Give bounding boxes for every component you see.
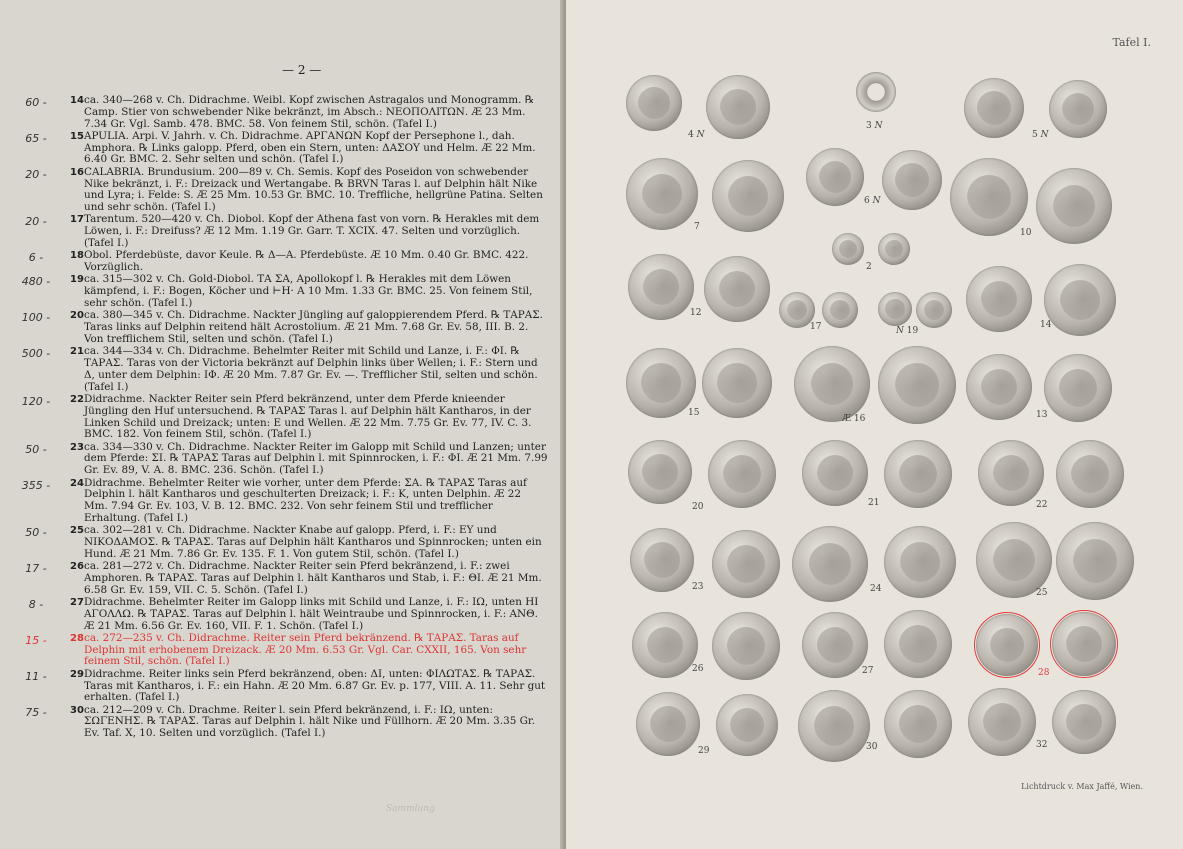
- lot-number: 16: [70, 166, 84, 178]
- coin-photo: [636, 692, 700, 756]
- coin-photo: [712, 160, 784, 232]
- coin-photo: [1036, 168, 1112, 244]
- catalog-entry: [0, 597, 560, 632]
- coin-photo: [878, 292, 912, 326]
- lot-description: Didrachme. Behelmter Reiter wie vorher, unter dem Pferde: ΣΑ. ℞ ΤΑΡΑΣ Taras auf Delphin l. hält Kantharos und geschulterten Dreizack; i. F.: Κ, unten Delphin. Æ 22 Mm. 7.94 Gr. Ev. 103, V. B. 12. BMC. 232. Von sehr feinem Stil und trefflicher Erhaltung. (Tafel I.): [84, 476, 527, 524]
- lot-number: 27: [70, 596, 84, 608]
- coin-photo: [628, 254, 694, 320]
- faint-stamp: Sammlung: [386, 804, 435, 814]
- lot-number: 30: [70, 704, 84, 716]
- lot-description: Didrachme. Reiter links sein Pferd bekränzend, oben: ΔΙ, unten: ΦΙΛΩΤΑΣ. ℞ ΤΑΡΑΣ. Taras mit Kantharos, i. F.: ein Hahn. Æ 20 Mm. 6.87 Gr. Ev. p. 177, VIII. A. 11. Sehr gut erhalten. (Tafel I.): [84, 667, 546, 704]
- catalog-entry: [0, 250, 560, 274]
- coin-photo: [1056, 440, 1124, 508]
- coin-photo: [1044, 264, 1116, 336]
- coin-photo: [884, 440, 952, 508]
- lot-number: 29: [70, 668, 84, 680]
- lot-description: ca. 334—330 v. Ch. Didrachme. Nackter Reiter im Galopp mit Schild und Lanzen; unter dem Pferde: ΣΙ. ℞ ΤΑΡΑΣ Taras auf Delphin l. mit Spinnrocken, i. F.: ΦΙ. Æ 21 Mm. 7.99 Gr. Ev. 89, V. A. 8. BMC. 236. Schön. (Tafel I.): [84, 440, 548, 477]
- price-annotation: 100 -: [21, 311, 51, 325]
- coin-number-label: 2: [866, 262, 872, 272]
- catalog-entry: [0, 669, 560, 704]
- price-annotation: 11 -: [25, 669, 47, 683]
- price-annotation: 20 -: [25, 215, 47, 229]
- price-annotation: 6 -: [28, 251, 44, 265]
- coin-photo: [884, 690, 952, 758]
- coin-photo: [968, 688, 1036, 756]
- coin-photo: [978, 440, 1044, 506]
- coin-number-label: 7: [694, 222, 700, 232]
- price-annotation: 65 -: [25, 131, 47, 145]
- catalog-entry: [0, 214, 560, 249]
- coin-number-label: Æ 16: [842, 414, 866, 424]
- catalog-entry: [0, 442, 560, 477]
- price-annotation: 15 -: [25, 633, 47, 647]
- catalog-entry: [0, 167, 560, 214]
- catalog-entry: [0, 310, 560, 345]
- coin-number-label: 12: [690, 308, 702, 318]
- coin-number-label: 23: [692, 582, 704, 592]
- coin-number-label: 17: [810, 322, 822, 332]
- coin-photo: [856, 72, 896, 112]
- lot-number: 22: [70, 393, 84, 405]
- page-number: — 2 —: [282, 63, 322, 77]
- coin-photo: [966, 266, 1032, 332]
- coin-photo: [806, 148, 864, 206]
- coin-photo: [884, 610, 952, 678]
- lot-description: ca. 315—302 v. Ch. Gold-Diobol. ΤΑ ΣΑ, Apollokopf l. ℞ Herakles mit dem Löwen kämpfend, i. F.: Bogen, Köcher und ⊢Η· A 10 Mm. 1.33 Gr. BMC. 25. Von feinem Stil, sehr schön. (Tafel I.): [84, 273, 533, 310]
- catalog-entries: [0, 95, 560, 741]
- price-annotation: 17 -: [25, 562, 47, 576]
- lot-description: APULIA. Arpi. V. Jahrh. v. Ch. Didrachme. ΑΡΓΑΝΩΝ Kopf der Persephone l., dah. Amphora. ℞ Links galopp. Pferd, oben ein Stern, unten: ΔΑΣΟΥ und Helm. Æ 22 Mm. 6.40 Gr. BMC. 2. Sehr selten und schön. (Tafel I.): [84, 129, 536, 166]
- lot-description: Obol. Pferdebüste, davor Keule. ℞ Δ—Α. Pferdebüste. Æ 10 Mm. 0.40 Gr. BMC. 422. Vorzüglich.: [84, 249, 529, 274]
- coin-photo: [626, 75, 682, 131]
- coin-photo: [1049, 80, 1107, 138]
- price-annotation: 75 -: [25, 705, 47, 719]
- coin-photo: [706, 75, 770, 139]
- coin-photo: [964, 78, 1024, 138]
- lot-number: 20: [70, 310, 84, 322]
- lot-number: 23: [70, 441, 84, 453]
- catalog-entry: [0, 525, 560, 560]
- lot-description: ca. 302—281 v. Ch. Didrachme. Nackter Knabe auf galopp. Pferd, i. F.: ΕΥ und ΝΙΚΟΔΑΜΟΣ. ℞ ΤΑΡΑΣ. Taras auf Delphin hält Kantharos und Spinnrocken; unten ein Hund. Æ 21 Mm. 7.86 Gr. Ev. 135. F. 1. Von gutem Stil, schön. (Tafel I.): [84, 524, 542, 560]
- lot-number: 14: [70, 95, 84, 106]
- catalog-entry: [0, 131, 560, 166]
- coin-photo: [628, 440, 692, 504]
- lot-number: 15: [70, 130, 84, 142]
- lot-number: 18: [70, 250, 84, 262]
- coin-photo: [976, 522, 1052, 598]
- printer-credit: Lichtdruck v. Max Jaffé, Wien.: [1021, 782, 1143, 791]
- price-annotation: 60 -: [25, 96, 47, 109]
- coin-number-label: 14: [1040, 320, 1052, 330]
- coin-photo: [832, 233, 864, 265]
- coin-photo: [878, 346, 956, 424]
- coin-photo: [704, 256, 770, 322]
- coin-photo: [630, 528, 694, 592]
- lot-number: 28: [70, 632, 84, 644]
- price-annotation: 50 -: [25, 526, 47, 540]
- coin-photo: [626, 158, 698, 230]
- coin-photo: [702, 348, 772, 418]
- coin-photo: [708, 440, 776, 508]
- coin-number-label: 29: [698, 746, 710, 756]
- coin-photo: [1052, 690, 1116, 754]
- coin-number-label: 26: [692, 664, 704, 674]
- catalog-entry: [0, 274, 560, 309]
- coin-photo: [950, 158, 1028, 236]
- coin-photo: [1056, 522, 1134, 600]
- coin-photo: [802, 440, 868, 506]
- coin-number-label: 20: [692, 502, 704, 512]
- lot-number: 24: [70, 477, 84, 489]
- highlight-circle: [974, 612, 1040, 678]
- price-annotation: 20 -: [25, 167, 47, 181]
- coin-number-label: 22: [1036, 500, 1048, 510]
- lot-description: ca. 281—272 v. Ch. Didrachme. Nackter Reiter sein Pferd bekränzend, i. F.: zwei Amphoren. ℞ ΤΑΡΑΣ. Taras auf Delphin l. hält Kantharos und Stab, i. F.: ΘΙ. Æ 21 Mm. 6.58 Gr. Ev. 159, VII. C. 5. Schön. (Tafel I.): [84, 560, 542, 596]
- coin-photo: [878, 233, 910, 265]
- coin-photo: [712, 612, 780, 680]
- coin-number-label: 3 𝑁: [866, 121, 883, 131]
- catalog-entry: [0, 478, 560, 525]
- coin-number-label: 5 𝑁: [1032, 130, 1049, 140]
- coin-photo: [712, 530, 780, 598]
- coin-number-label: 4 𝑁: [688, 130, 705, 140]
- coin-plate-page: [566, 0, 1183, 849]
- coin-photo: [884, 526, 956, 598]
- coin-photo: [716, 694, 778, 756]
- left-page: [0, 0, 566, 849]
- lot-number: 26: [70, 561, 84, 573]
- price-annotation: 120 -: [21, 394, 51, 408]
- price-annotation: 355 -: [21, 478, 51, 492]
- coin-number-label: 13: [1036, 410, 1048, 420]
- lot-number: 17: [70, 214, 84, 226]
- coin-photo: [966, 354, 1032, 420]
- coin-photo: [626, 348, 696, 418]
- price-annotation: 50 -: [25, 442, 47, 456]
- coin-photo: [798, 690, 870, 762]
- coin-photo: [1044, 354, 1112, 422]
- lot-number: 21: [70, 346, 84, 358]
- coin-photo: [916, 292, 952, 328]
- highlight-circle: [1050, 610, 1118, 678]
- coin-number-label: 10: [1020, 228, 1032, 238]
- coin-number-label: 𝑁 19: [896, 326, 919, 336]
- lot-description: ca. 212—209 v. Ch. Drachme. Reiter l. sein Pferd bekränzend, i. F.: ΙΩ, unten: ΣΩΓΕΝΗΣ. ℞ ΤΑΡΑΣ. Taras auf Delphin l. hält Nike und Füllhorn. Æ 20 Mm. 3.35 Gr. Ev. Taf. X, 10. Selten und vorzüglich. (Tafel I.): [84, 703, 536, 740]
- lot-description: ca. 380—345 v. Ch. Didrachme. Nackter Jüngling auf galoppierendem Pferd. ℞ ΤΑΡΑΣ. Taras links auf Delphin reitend hält Acrostolium. Æ 21 Mm. 7.68 Gr. Ev. 58, III. B. 2. Von trefflichem Stil, selten und schön. (Tafel I.): [84, 309, 543, 345]
- coin-number-label: 27: [862, 666, 874, 676]
- lot-description: Didrachme. Behelmter Reiter im Galopp links mit Schild und Lanze, i. F.: ΙΩ, unten ΗΙ ΑΓΟΛΛΩ. ℞ ΤΑΡΑΣ. Taras auf Delphin l. hält Weintraube und Spinnrocken, i. F.: ΑΝΘ. Æ 21 Mm. 6.56 Gr. Ev. 160, VII. F. 1. Schön. (Tafel I.): [84, 595, 539, 632]
- coin-number-label: 15: [688, 408, 700, 418]
- lot-description: CALABRIA. Brundusium. 200—89 v. Ch. Semis. Kopf des Poseidon von schwebender Nike bekränzt, i. F.: Dreizack und Wertangabe. ℞ BRVN Taras l. auf Delphin hält Nike und Lyra; i. Felde: S. Æ 25 Mm. 10.53 Gr. BMC. 10. Treffliche, hellgrüne Patina. Selten und sehr schön. (Tafel I.): [84, 165, 543, 214]
- coin-number-label: 21: [868, 498, 880, 508]
- coin-photo: [802, 612, 868, 678]
- coin-number-label: 24: [870, 584, 882, 594]
- catalog-entry: [0, 705, 560, 740]
- price-annotation: 8 -: [28, 597, 44, 611]
- lot-number: 25: [70, 525, 84, 537]
- coin-photo: [882, 150, 942, 210]
- lot-description: ca. 340—268 v. Ch. Didrachme. Weibl. Kopf zwischen Astragalos und Monogramm. ℞ Camp. Stier von schwebender Nike bekränzt, im Absch.: ΝΕΟΠΟΛΙΤΩΝ. Æ 23 Mm. 7.34 Gr. Vgl. Samb. 478. BMC. 58. Von feinem Stil, schön. (Tafel I.): [84, 94, 535, 130]
- catalog-entry: [0, 633, 560, 668]
- catalog-entry: [0, 561, 560, 596]
- plate-label: Tafel I.: [1112, 36, 1151, 49]
- lot-number: 19: [70, 274, 84, 286]
- coin-number-label: 32: [1036, 740, 1048, 750]
- lot-description: ca. 344—334 v. Ch. Didrachme. Behelmter Reiter mit Schild und Lanze, i. F.: ΦΙ. ℞ ΤΑΡΑΣ. Taras von der Victoria bekränzt auf Delphin links über Wellen; i. F.: Stern und Δ, unter dem Delphin: ΙΦ. Æ 20 Mm. 7.87 Gr. Ev. —. Trefflicher Stil, selten und schön. (Tafel I.): [84, 345, 538, 393]
- coin-number-label: 30: [866, 742, 878, 752]
- lot-description: Tarentum. 520—420 v. Ch. Diobol. Kopf der Athena fast von vorn. ℞ Herakles mit dem Löwen, i. F.: Dreifuss? Æ 12 Mm. 1.19 Gr. Garr. T. XCIX. 47. Selten und vorzüglich. (Tafel I.): [84, 213, 540, 250]
- catalog-entry: [0, 346, 560, 393]
- coin-photo: [632, 612, 698, 678]
- catalog-entry: [0, 95, 560, 130]
- lot-description: Didrachme. Nackter Reiter sein Pferd bekränzend, unter dem Pferde knieender Jüngling den Huf untersuchend. ℞ ΤΑΡΑΣ Taras l. auf Delphin hält Kantharos, in der Linken Schild und Dreizack; unten: Ε und Wellen. Æ 22 Mm. 7.75 Gr. Ev. 77, IV. C. 3. BMC. 182. Von feinem Stil, schön. (Tafel I.): [84, 392, 532, 441]
- catalog-entry: [0, 394, 560, 441]
- coin-photo: [822, 292, 858, 328]
- coin-photo: [794, 346, 870, 422]
- price-annotation: 500 -: [21, 347, 51, 361]
- coin-number-label: 25: [1036, 588, 1048, 598]
- lot-description: ca. 272—235 v. Ch. Didrachme. Reiter sein Pferd bekränzend. ℞ ΤΑΡΑΣ. Taras auf Delphin mit erhobenem Dreizack. Æ 20 Mm. 6.53 Gr. Vgl. Car. CXXII, 165. Von sehr feinem Stil, schön. (Tafel I.): [84, 631, 527, 668]
- coin-number-label: 6 𝑁: [864, 196, 881, 206]
- coin-photo: [792, 526, 868, 602]
- coin-number-label: 28: [1038, 668, 1050, 678]
- price-annotation: 480 -: [21, 275, 51, 289]
